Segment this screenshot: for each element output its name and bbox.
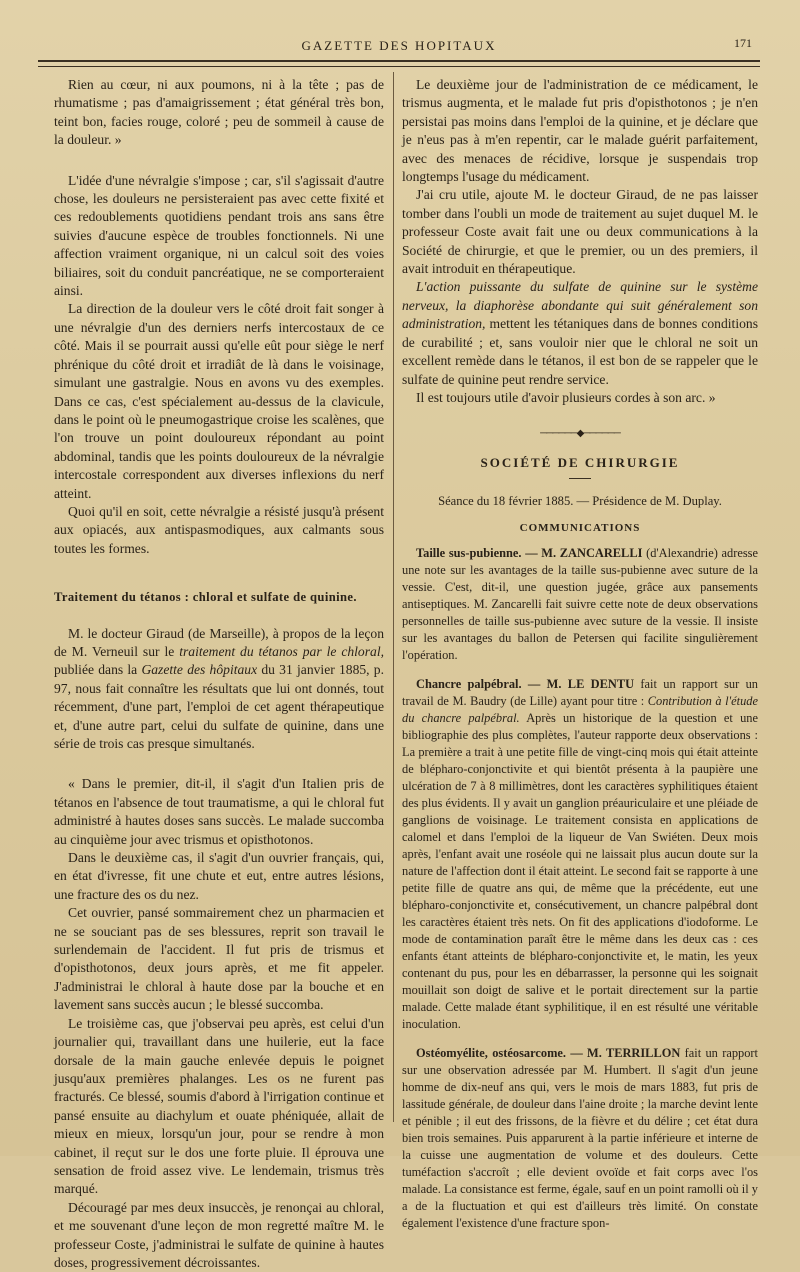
paragraph: Cet ouvrier, pansé sommairement chez un pharmacien et ne se souciant pas de ses blessures, reprit son travail le surlendemain de l'accident. Il fut pris de trismus et d'opisthotonos, deux jours après, et me fit appeler. J'administrai le chloral à haute dose par la bouche et en lavement sans succès aucun ; le blessé succomba. — [54, 905, 384, 1013]
paragraph: La direction de la douleur vers le côté droit fait songer à une névralgie d'un des derniers nerfs intercostaux de ce côté. Mais il se pourrait aussi qu'elle eût pour siège le nerf phrénique du côté droit et irradiât de là dans le voisinage, simulant une gastralgie. Nous en avons vu des exemples. Dans ce cas, c'est spécialement au-dessus de la clavicule, dans le point où le pneumogastrique croise les scalènes, que l'on trouve un point douloureux répondant au point abdominal, tandis que les points douloureux de la névralgie intercostale correspondent aux diverses inflexions du nerf atteint. — [54, 301, 384, 501]
column-divider — [393, 72, 394, 1122]
right-column — [402, 76, 758, 1232]
paragraph: Le deuxième jour de l'administration de ce médicament, le trismus augmenta, et le malade fut pris d'opisthotonos ; je n'en persistai pas moins dans l'emploi de la quinine, et je déclare que je n'eus pas à m'en repentir, car le malade guérit parfaitement, avec des menaces de récidive, lorsque je suspendais trop longtemps l'usage du médicament. — [402, 77, 758, 185]
header-rule-thin — [38, 66, 760, 67]
paragraph: L'idée d'une névralgie s'impose ; car, s'il s'agissait d'autre chose, les douleurs ne persisteraient pas avec cette fixité et ces redoublements quotidiens pendant trois ans sans être suivies d'aucune espèce de troubles fonctionnels. Ni une affection vraiment organique, ni un calcul soit des voies biliaires, soit du conduit pancréatique, ne se comporteraient ainsi. — [54, 172, 384, 299]
text-run: fait un rapport sur une observation adressée par M. Humbert. Il s'agit d'un jeune homme de dix-neuf ans qui, vers le mois de mars 1883, fut pris de lassitude générale, de douleur dans l'aine droite ; la marche devint lente et pénible ; il eut des frissons, de la fièvre et du délire ; cet état dura bien trois semaines. Puis apparurent à la partie inférieure et interne de la cuisse une augmentation de volume et des douleurs. Cette tuméfaction s'accroît ; elle devient ovoïde et fait corps avec l'os malade. La consistance est ferme, égale, sauf en un point ramolli où il y a de la fluctuation et qui est d'ailleurs très limité. On constate également l'existence d'une fracture spon- — [402, 1046, 758, 1231]
paragraph — [54, 625, 384, 754]
paragraph: Dans le deuxième cas, il s'agit d'un ouvrier français, qui, en état d'ivresse, fit une chute et eut, entre autres lésions, une fracture des os du nez. — [54, 850, 384, 902]
communication-1 — [402, 545, 758, 664]
paragraph: J'ai cru utile, ajoute M. le docteur Giraud, de ne pas laisser tomber dans l'oubli un mode de traitement au sujet duquel M. le professeur Coste avait fait une ou deux communications à la Société de chirurgie, et que le premier, ou un des premiers, il avait introduit en thérapeutique. — [402, 187, 758, 277]
paragraph — [402, 278, 758, 388]
left-column — [54, 76, 384, 1272]
running-title: GAZETTE DES HOPITAUX — [301, 38, 497, 53]
paragraph: Rien au cœur, ni aux poumons, ni à la tête ; pas de rhumatisme ; pas d'amaigrissement ; état général très bon, teint bon, facies rouge, coloré ; peu de sommeil à cause de la douleur. » — [54, 77, 384, 148]
text-run: M. le docteur Giraud (de Marseille), à propos de la leçon de M. Verneuil sur le — [54, 625, 384, 659]
communication-heading: Ostéomyélite, ostéosarcome. — M. TERRILLON — [416, 1046, 681, 1061]
text-run: du 31 janvier 1885, p. 97, nous fait connaître les résultats que lui ont donnés, tout récemment, d'une part, l'emploi de cet agent thérapeutique et, d'une autre part, celui du sulfate de quinine, dans une série de trois cas presque simultanés. — [54, 662, 384, 751]
communications-heading: COMMUNICATIONS — [519, 522, 641, 535]
text-run: publiée dans la — [54, 662, 142, 678]
header-rule — [38, 60, 760, 62]
page-header — [38, 36, 760, 58]
paragraph: Découragé par mes deux insuccès, je renonçai au chloral, et me souvenant d'une leçon de mon regretté maître M. le professeur Coste, j'administrai le sulfate de quinine à hautes doses, progressivement décroissantes. — [54, 1199, 384, 1270]
ornament-divider: ──────◆────── — [540, 428, 620, 440]
italic-title: Gazette des hôpitaux — [141, 662, 258, 678]
italic-title: Contribution à l'étude du chancre palpébral. — [402, 694, 759, 726]
paragraph: « Dans le premier, dit-il, il s'agit d'un Italien pris de tétanos en l'absence de tout traumatisme, a qui le chloral fut administré à hautes doses sans succès. Le malade succomba au cinquième jour avec trismus et opisthotonos. — [54, 776, 384, 847]
paragraph: Quoi qu'il en soit, cette névralgie a résisté jusqu'à présent aux opiacés, aux antispasmodiques, aux calmants sous toutes les formes. — [54, 503, 384, 556]
society-title: SOCIÉTÉ DE CHIRURGIE — [480, 454, 680, 470]
society-report — [402, 493, 758, 1232]
page-number: 171 — [734, 36, 752, 50]
seance-line: Séance du 18 février 1885. — Présidence de M. Duplay. — [438, 494, 722, 509]
paragraph: Le troisième cas, que j'observai peu après, est celui d'un journalier qui, travaillant dans une huilerie, eut la face dorsale de la main gauche enlevée depuis le poignet jusqu'aux premières phalanges. Les os ne furent pas fracturés. Ce blessé, soumis d'abord à l'irrigation continue et pansé ensuite au diachylum et ouate phéniquée, allait de mieux en mieux, lorsqu'un jour, pour se rendre à mon cabinet, il reçut sur le dos une forte pluie. Il éprouva une sensation de froid assez vive. Le lendemain, trismus très marqué. — [54, 1015, 384, 1197]
communication-heading: Chancre palpébral. — M. LE DENTU — [416, 677, 635, 692]
communication-heading: Taille sus-pubienne. — M. ZANCARELLI — [416, 546, 643, 561]
communication-3 — [402, 1045, 758, 1232]
italic-title: traitement du tétanos par le chloral, — [179, 643, 384, 659]
text-run: fait un rapport sur un travail de M. Baudry (de Lille) ayant pour titre : — [402, 677, 758, 709]
italic-quote: L'action puissante du sulfate de quinine sur le système nerveux, la diaphorèse abondante qui suit généralement son administration, — [402, 279, 758, 332]
short-rule — [569, 478, 591, 479]
communication-2 — [402, 676, 758, 1033]
paragraph: Il est toujours utile d'avoir plusieurs cordes à son arc. » — [416, 389, 716, 405]
text-run: mettent les tétaniques dans de bonnes conditions de curabilité ; et, sans vouloir nier que le chloral ne soit un excellent remède dans le tétanos, il est bon de se rappeler que le sulfate de quinine peut rendre service. — [402, 316, 758, 387]
section-heading: Traitement du tétanos : chloral et sulfate de quinine. — [54, 590, 357, 605]
text-run: Après un historique de la question et une bibliographie des plus complètes, l'auteur rapporte deux observations : La première a trait à une petite fille de vingt-cinq mois qui était atteinte de blépharo-conjonctivite et qui bientôt présenta à la paupière une ulcération de 7 à 8 millimètres, dont les caractères syphilitiques étaient des plus évidents. Il y avait un ganglion préauriculaire et une pléiade de ganglions de voisinage. Le traitement consista en applications de calomel et dans l'emploi de la liqueur de Van Swiéten. Deux mois après, l'enfant avait une roséole qui ne laissait plus aucun doute sur la nature de l'affection dont il était atteint. Le second fait se rapporte à une petite fille de quatre ans qui, de même que la précédente, eut une blépharo-conjonctivite et, consécutivement, un chancre palpébral dont les caractères étaient très nets. On fit des applications d'iodoforme. Le mode de contamination paraît être le même dans les deux cas : ces enfants étant atteints de blépharo-conjonctivite et, le matin, les yeux contenant du pus, pour les en débarrasser, la personne qui les soignait mouillait son doigt de salive et le portait directement sur la partie malade. Cette malade étant syphilitique, il en est résulté une véritable inoculation. — [402, 711, 758, 1032]
text-run: (d'Alexandrie) adresse une note sur les avantages de la taille sus-pubienne avec suture de la vessie. C'est, dit-il, une question jugée, grâce aux pansements antiseptiques. M. Zancarelli fait suivre cette note de deux observations personnelles de taille sus-pubienne avec suture de la vessie. Il insiste sur les avantages du ballon de Petersen qui facilite singulièrement l'opération. — [402, 546, 758, 663]
